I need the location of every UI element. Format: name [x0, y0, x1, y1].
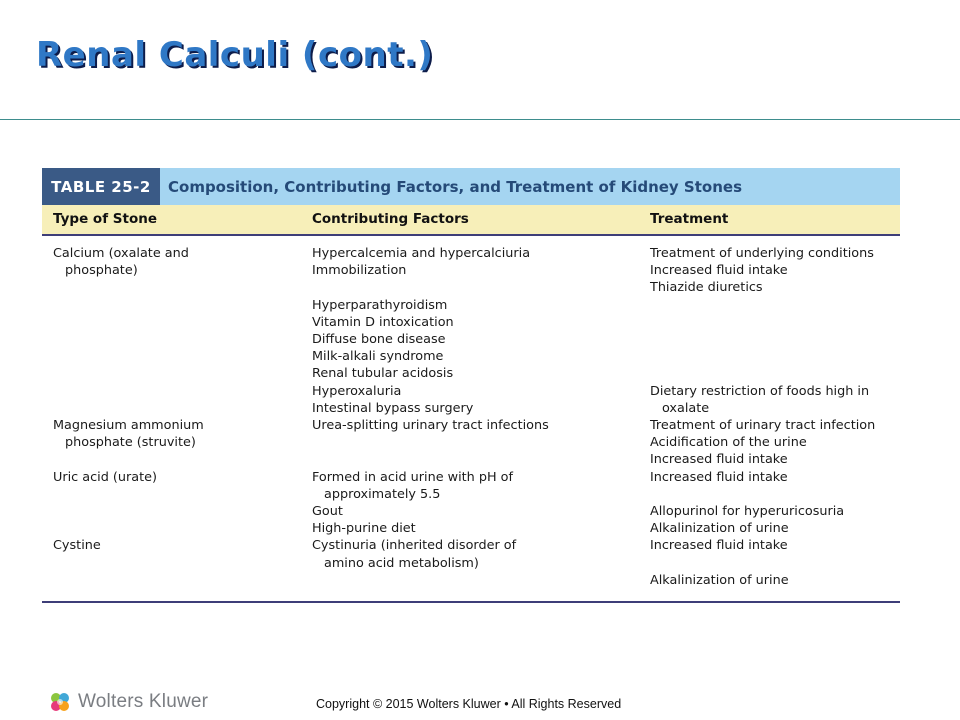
contributing-factor-cell: Milk-alkali syndrome: [312, 349, 444, 365]
slide-title: Renal Calculi (cont.): [36, 35, 434, 75]
treatment-cell: Alkalinization of urine: [650, 572, 789, 588]
kidney-stones-table: [42, 168, 900, 603]
contributing-factor-cell: High-purine diet: [312, 521, 416, 537]
stone-type-cell: phosphate): [65, 263, 138, 279]
column-header-row: [42, 205, 900, 236]
column-header-factors: Contributing Factors: [312, 211, 469, 227]
wolters-kluwer-logo: [48, 690, 208, 714]
contributing-factor-cell: approximately 5.5: [324, 486, 441, 502]
contributing-factor-cell: amino acid metabolism): [324, 555, 479, 571]
treatment-cell: Increased fluid intake: [650, 263, 788, 279]
treatment-cell: Increased fluid intake: [650, 469, 788, 485]
table-header: [42, 168, 900, 205]
contributing-factor-cell: Vitamin D intoxication: [312, 314, 454, 330]
contributing-factor-cell: Intestinal bypass surgery: [312, 400, 474, 416]
treatment-cell: Acidification of the urine: [650, 435, 807, 451]
column-header-type: Type of Stone: [53, 211, 157, 227]
treatment-cell: Increased fluid intake: [650, 538, 788, 554]
table-number-tag: TABLE 25-2: [42, 168, 160, 205]
contributing-factor-cell: Immobilization: [312, 263, 407, 279]
contributing-factor-cell: Diffuse bone disease: [312, 332, 446, 347]
stone-type-cell: Magnesium ammonium: [53, 418, 204, 433]
table-body: [42, 236, 900, 603]
treatment-cell: oxalate: [662, 400, 710, 416]
treatment-cell: Allopurinol for hyperuricosuria: [650, 504, 845, 519]
wolters-kluwer-logo-icon: [48, 690, 72, 714]
treatment-cell: Increased fluid intake: [650, 452, 788, 468]
column-header-treatment: Treatment: [650, 211, 729, 227]
treatment-cell: Alkalinization of urine: [650, 521, 789, 537]
contributing-factor-cell: Formed in acid urine with pH of: [312, 469, 514, 485]
stone-type-cell: phosphate (struvite): [65, 435, 196, 451]
treatment-cell: Treatment of underlying conditions: [650, 246, 874, 261]
treatment-cell: Thiazide diuretics: [650, 280, 763, 296]
title-divider: [0, 119, 960, 120]
stone-type-cell: Calcium (oxalate and: [53, 246, 189, 261]
contributing-factor-cell: Cystinuria (inherited disorder of: [312, 538, 517, 554]
brand-name: Wolters Kluwer: [78, 691, 209, 712]
contributing-factor-cell: Gout: [312, 504, 343, 519]
stone-type-cell: Uric acid (urate): [53, 469, 157, 485]
stone-type-cell: Cystine: [53, 538, 101, 554]
table-caption: Composition, Contributing Factors, and Treatment of Kidney Stones: [168, 177, 742, 196]
contributing-factor-cell: Hypercalcemia and hypercalciuria: [312, 246, 531, 261]
contributing-factor-cell: Hyperparathyroidism: [312, 297, 448, 313]
treatment-cell: Treatment of urinary tract infection: [650, 418, 876, 433]
copyright-notice: Copyright © 2015 Wolters Kluwer • All Rights Reserved: [316, 697, 622, 711]
contributing-factor-cell: Urea-splitting urinary tract infections: [312, 418, 549, 433]
treatment-cell: Dietary restriction of foods high in: [650, 383, 870, 399]
contributing-factor-cell: Hyperoxaluria: [312, 383, 402, 399]
contributing-factor-cell: Renal tubular acidosis: [312, 366, 454, 382]
